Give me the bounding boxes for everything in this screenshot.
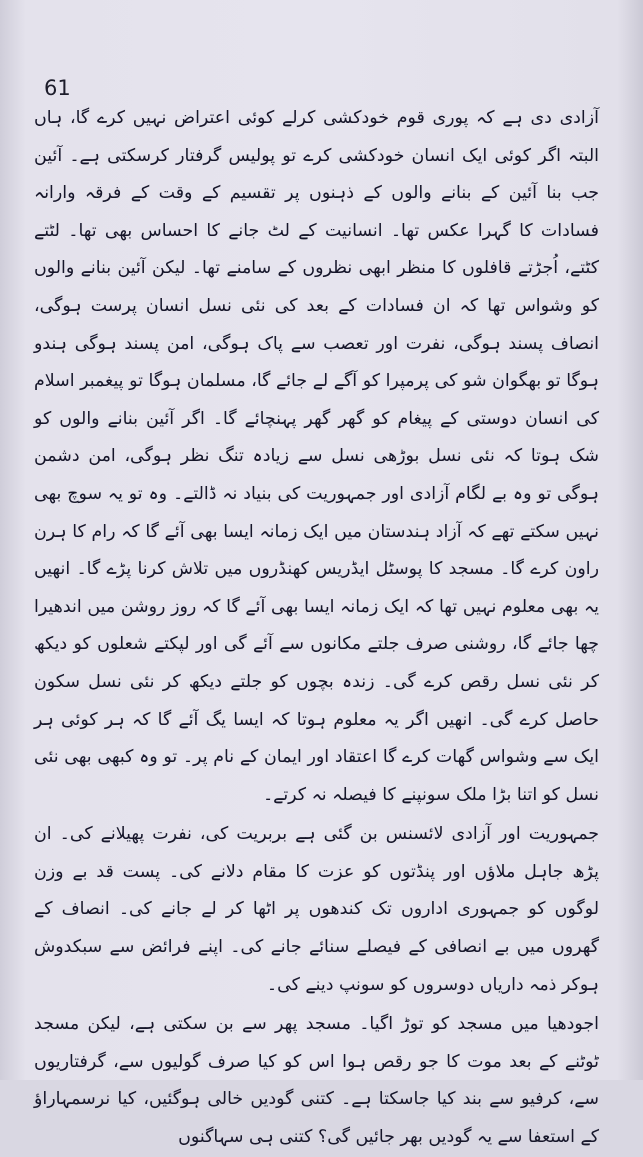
paragraph-1: آزادی دی ہے کہ پوری قوم خودکشی کرلے کوئی اعتراض نہیں کرے گا، ہاں البتہ اگر کوئی ایک انسان خودکشی کرے تو پولیس گرفتار کرسکتی ہے۔ آئین جب بنا آئین کے بنانے والوں کے ذہنوں پر تقسیم کے وقت کے فرقہ وارانہ فسادات کا گہرا عکس تھا۔ انسانیت کے لٹ جانے کا احساس بھی تھا۔ لٹتے کٹتے، اُجڑتے قافلوں کا منظر ابھی نظروں کے سامنے تھا۔ لیکن آئین بنانے والوں کو وشواس تھا کہ ان فسادات کے بعد کی نئی نسل انسان پرست ہوگی، انصاف پسند ہوگی، نفرت اور تعصب سے پاک ہوگی، امن پسند ہوگی ہندو ہوگا تو بھگوان شو کی پرمپرا کو آگے لے جائے گا، مسلمان ہوگا تو پیغمبر اسلام کی انسان دوستی کے پیغام کو گھر گھر پہنچائے گا۔ اگر آئین بنانے والوں کو شک ہوتا کہ نئی نسل بوڑھی نسل سے زیادہ تنگ نظر ہوگی، امن دشمن ہوگی تو وہ بے لگام آزادی اور جمہوریت کی بنیاد نہ ڈالتے۔ وہ تو یہ سوچ بھی نہیں سکتے تھے کہ آزاد ہندستان میں ایک زمانہ ایسا بھی آئے گا کہ رام کا ہرن راون کرے گا۔ مسجد کا پوسٹل ایڈریس کھنڈروں میں تلاش کرنا پڑے گا۔ انھیں یہ بھی معلوم نہیں تھا کہ ایک زمانہ ایسا بھی آئے گا کہ روز روشن میں اندھیرا چھا جائے گا، روشنی صرف جلتے مکانوں سے آئے گی اور لپکتے شعلوں کو دیکھ کر نئی نسل رقص کرے گی۔ زندہ بچوں کو جلتے دیکھ کر نئی نسل سکون حاصل کرے گی۔ انھیں اگر یہ معلوم ہوتا کہ ایسا یگ آئے گا کہ ہر کوئی ہر ایک سے وشواس گھات کرے گا اعتقاد اور ایمان کے نام پر۔ تو وہ کبھی بھی نئی نسل کو اتنا بڑا ملک سونپنے کا فیصلہ نہ کرتے۔	[34, 108, 599, 805]
page-number: 61	[44, 76, 71, 100]
body-text	[34, 100, 599, 1157]
paragraph-3: اجودھیا میں مسجد کو توڑ اگیا۔ مسجد پھر سے بن سکتی ہے، لیکن مسجد ٹوٹنے کے بعد موت کا جو رقص ہوا اس کو کیا صرف گولیوں سے، گرفتاریوں سے، کرفیو سے بند کیا جاسکتا ہے۔ کتنی گودیں خالی ہوگئیں، کیا نرسمہاراؤ کے استعفا سے یہ گودیں بھر جائیں گی؟ کتنی ہی سہاگنوں	[34, 1014, 599, 1148]
paragraph-2: جمہوریت اور آزادی لائسنس بن گئی ہے بربریت کی، نفرت پھیلانے کی۔ ان پڑھ جاہل ملاؤں اور پنڈتوں کو عزت کا مقام دلانے کی۔ پست قد بے وزن لوگوں کو جمہوری اداروں تک کندھوں پر اٹھا کر لے جانے کی۔ انصاف کے گھروں میں بے انصافی کے فیصلے سنائے جانے کی۔ اپنے فرائض سے سبکدوش ہوکر ذمہ داریاں دوسروں کو سونپ دینے کی۔	[34, 824, 599, 995]
